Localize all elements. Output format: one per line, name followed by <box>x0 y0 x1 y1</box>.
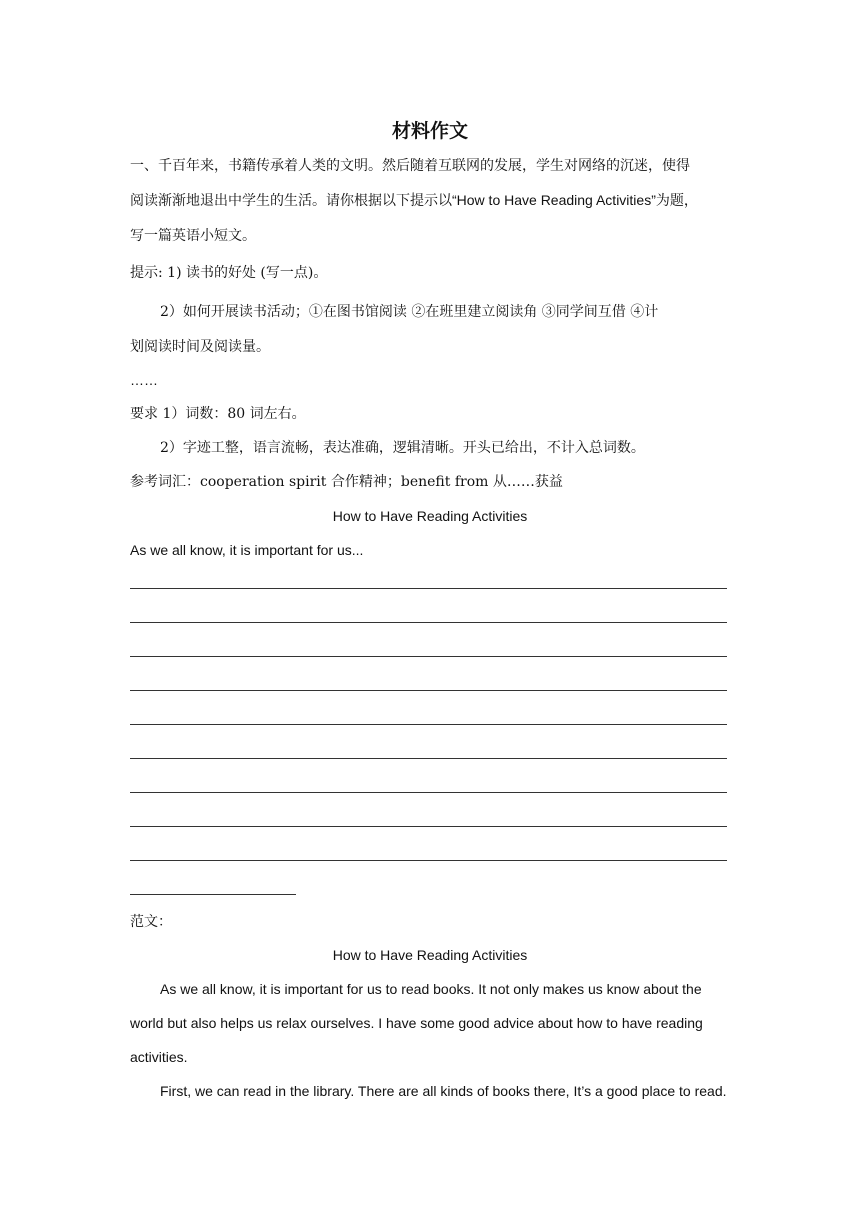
prompt-line-2-part-a: 阅读渐渐地退出中学生的生活。请你根据以下提示以 <box>130 193 452 209</box>
prompt-line-2 <box>130 190 698 211</box>
writing-line-last <box>130 894 296 895</box>
writing-line <box>130 758 727 759</box>
sample-title: How to Have Reading Activities <box>332 947 528 963</box>
hint-ellipsis: …… <box>130 372 158 388</box>
sample-paragraph-1-line-2: world but also helps us relax ourselves. I have some good advice about how to have reading <box>130 1015 703 1031</box>
writing-line <box>130 860 727 861</box>
sample-paragraph-1-line-3: activities. <box>130 1049 188 1065</box>
essay-opening: As we all know, it is important for us... <box>130 542 364 558</box>
writing-line <box>130 588 727 589</box>
writing-line <box>130 656 727 657</box>
writing-line <box>130 690 727 691</box>
writing-line <box>130 622 727 623</box>
page-title: 材料作文 <box>391 120 468 142</box>
writing-line <box>130 826 727 827</box>
prompt-line-3: 写一篇英语小短文。 <box>130 228 256 244</box>
requirement-1: 要求 1）词数：80 词左右。 <box>130 406 306 422</box>
prompt-title-quote: “How to Have Reading Activities” <box>452 192 656 208</box>
sample-paragraph-2-line-1: First, we can read in the library. There are all kinds of books there, It’s a good place to read. <box>160 1083 727 1099</box>
requirement-2: 2）字迹工整，语言流畅，表达准确，逻辑清晰。开头已给出，不计入总词数。 <box>160 440 645 456</box>
writing-line <box>130 792 727 793</box>
hint-2-line-2: 划阅读时间及阅读量。 <box>130 339 270 355</box>
prompt-line-1: 一、千百年来，书籍传承着人类的文明。然后随着互联网的发展，学生对网络的沉迷，使得 <box>130 158 690 174</box>
hint-2-line-1: 2）如何开展读书活动；①在图书馆阅读 ②在班里建立阅读角 ③同学间互借 ④计 <box>160 304 659 320</box>
sample-label: 范文： <box>130 914 172 930</box>
sample-paragraph-1-line-1: As we all know, it is important for us to read books. It not only makes us know about the <box>160 981 702 997</box>
essay-title: How to Have Reading Activities <box>332 508 528 524</box>
writing-line <box>130 724 727 725</box>
prompt-line-2-part-c: 为题， <box>655 193 698 209</box>
reference-vocabulary: 参考词汇：cooperation spirit 合作精神；benefit from 从……获益 <box>130 474 563 490</box>
hint-1: 提示: 1) 读书的好处 (写一点)。 <box>130 265 328 281</box>
